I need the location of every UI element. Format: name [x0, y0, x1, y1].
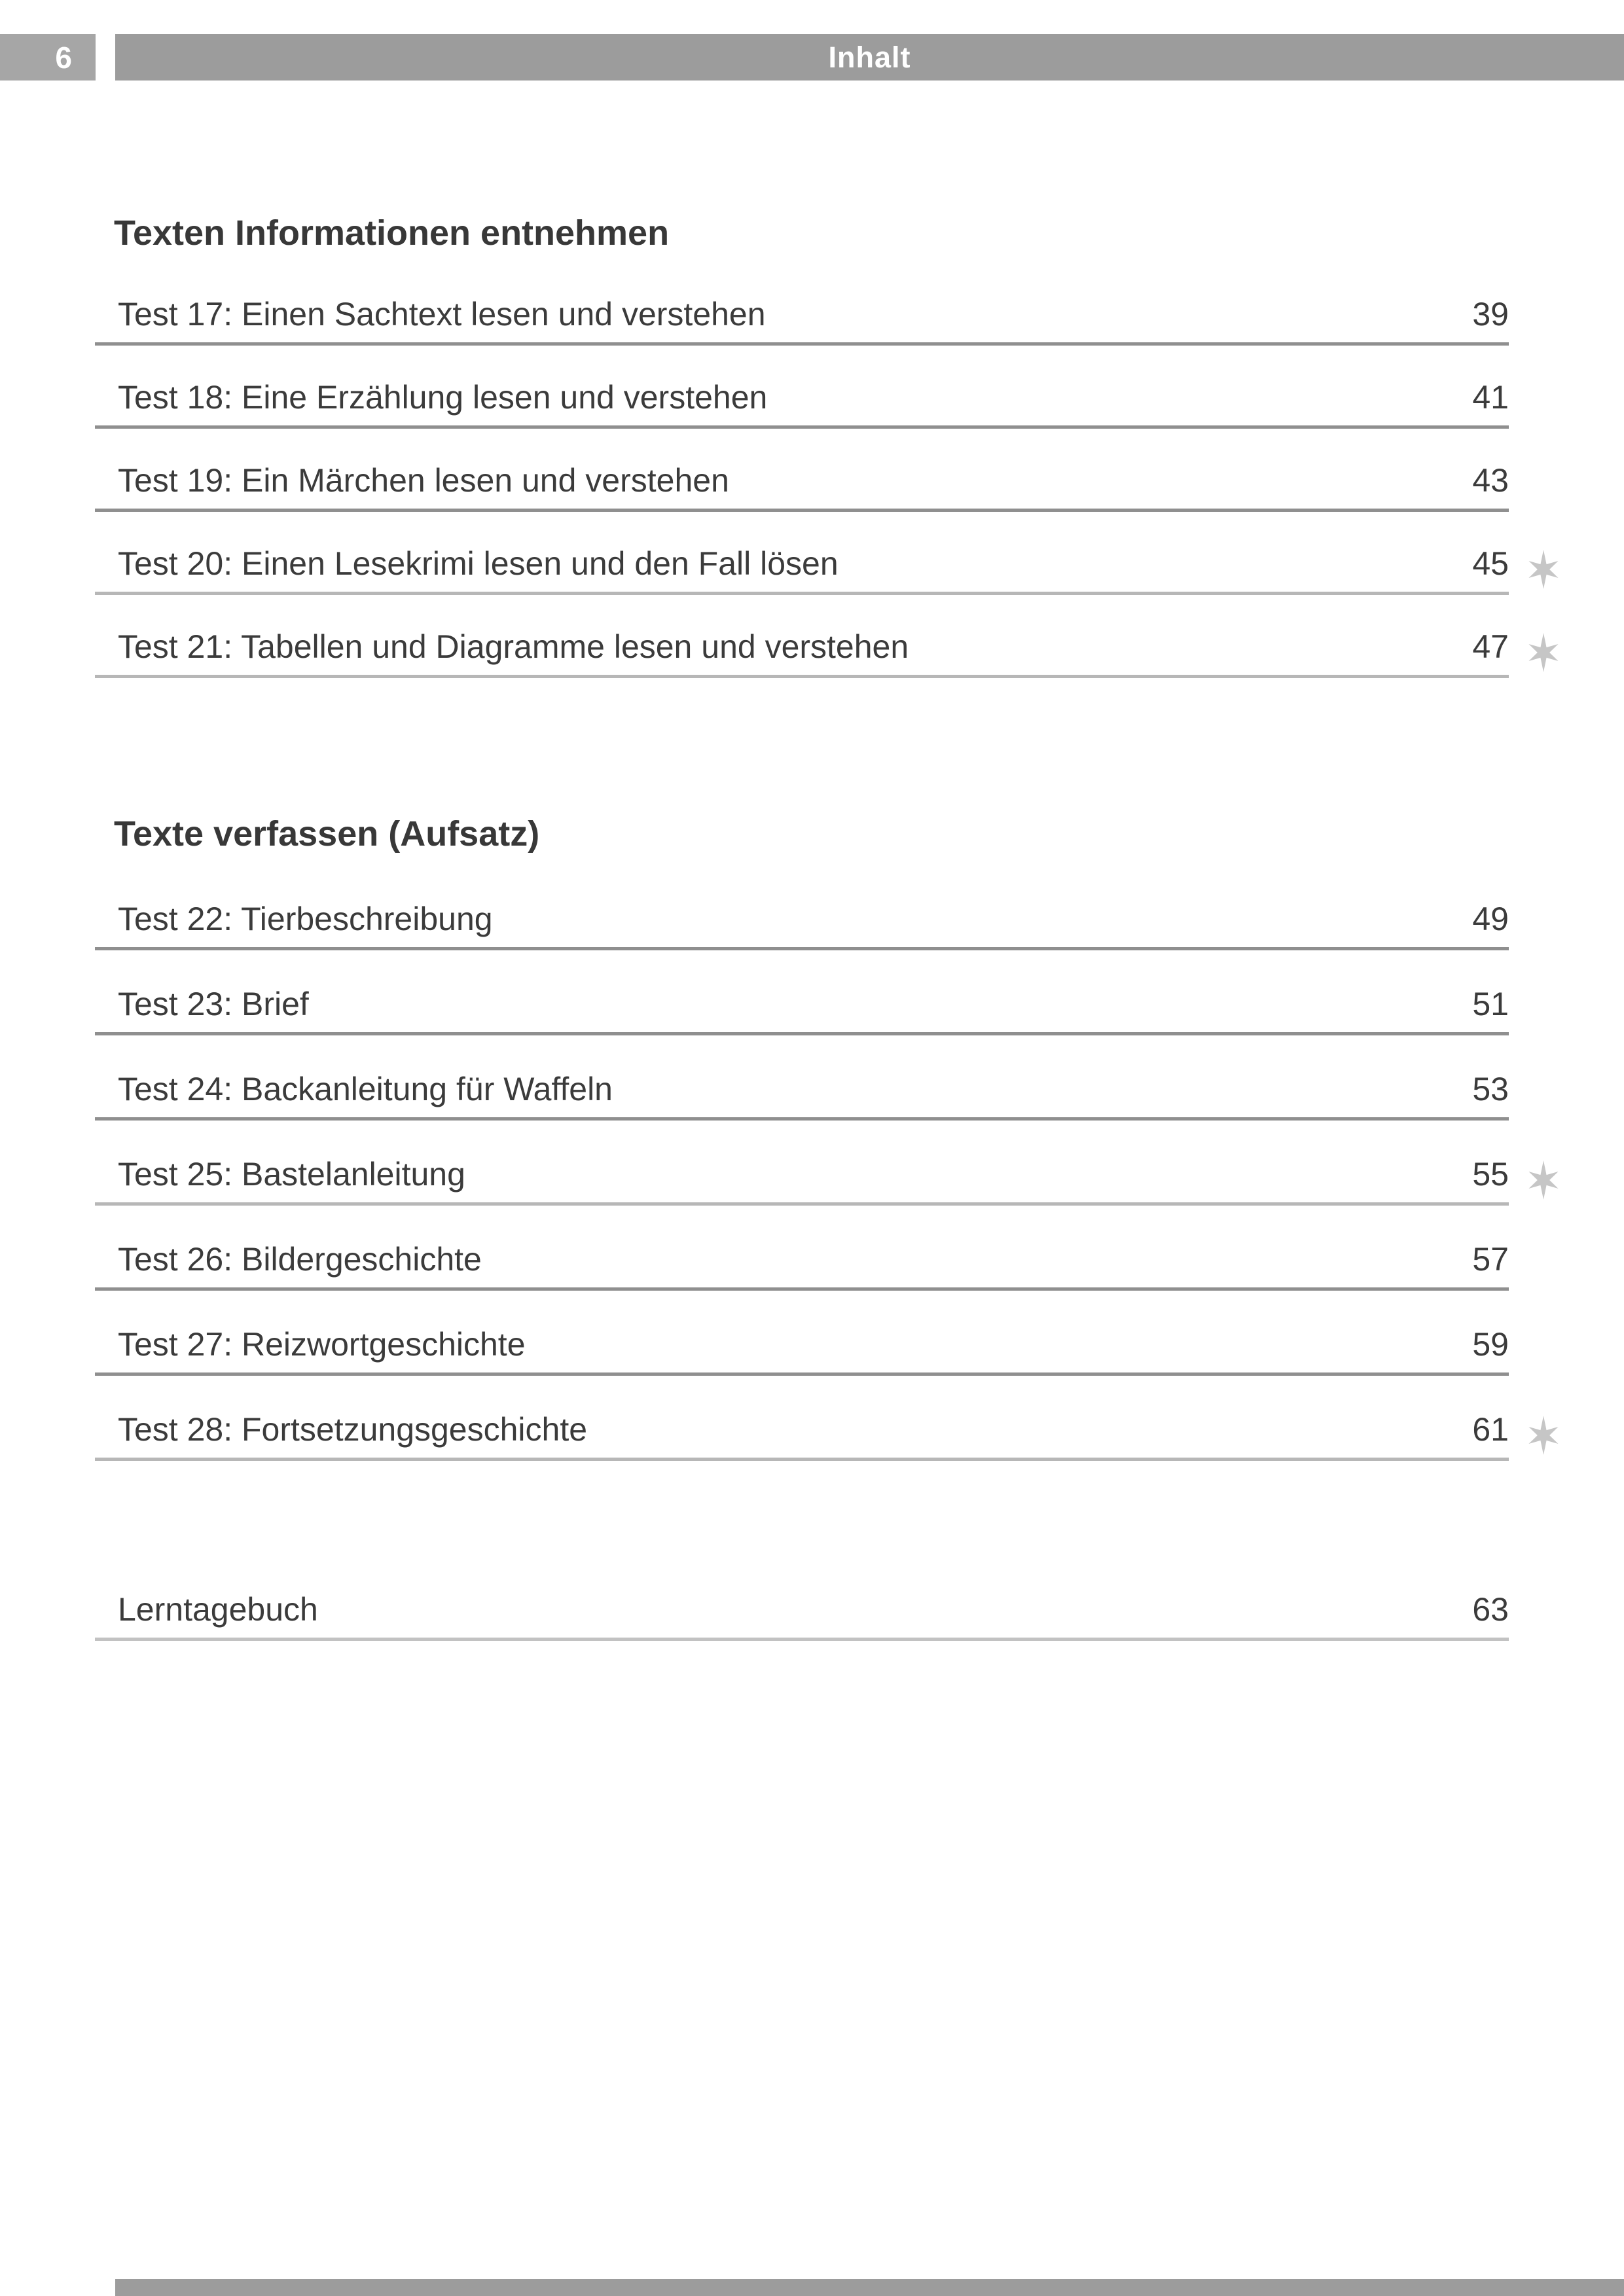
page-number-box	[0, 34, 96, 81]
toc-section-1	[95, 262, 1509, 678]
toc-section-lerntagebuch	[95, 1556, 1509, 1641]
toc-entry-label: Test 22: Tierbeschreibung	[118, 901, 493, 937]
toc-row	[95, 1121, 1509, 1206]
toc-row	[95, 512, 1509, 595]
toc-row	[95, 1291, 1509, 1376]
toc-entry-page: 45	[1472, 545, 1509, 582]
toc-entry-label: Test 26: Bildergeschichte	[118, 1241, 482, 1278]
six-point-star-icon	[1526, 1159, 1561, 1201]
toc-entry-page: 63	[1472, 1591, 1509, 1628]
toc-row	[95, 1376, 1509, 1461]
toc-entry-label: Test 19: Ein Märchen lesen und verstehen	[118, 462, 729, 499]
toc-entry-label: Lerntagebuch	[118, 1591, 318, 1628]
toc-entry-page: 47	[1472, 628, 1509, 665]
toc-entry-label: Test 25: Bastelanleitung	[118, 1156, 465, 1193]
toc-entry-page: 53	[1472, 1071, 1509, 1107]
section-heading: Texte verfassen (Aufsatz)	[114, 814, 540, 853]
toc-entry-page: 55	[1472, 1156, 1509, 1193]
page-number: 6	[55, 40, 72, 75]
toc-section-2	[95, 865, 1509, 1461]
six-point-star-icon	[1526, 632, 1561, 673]
toc-row	[95, 1206, 1509, 1291]
section-heading: Texten Informationen entnehmen	[114, 213, 670, 253]
toc-row	[95, 595, 1509, 678]
header-title: Inhalt	[828, 40, 911, 74]
toc-entry-label: Test 17: Einen Sachtext lesen und verstehen	[118, 296, 766, 332]
header-bar	[115, 34, 1624, 81]
toc-row	[95, 865, 1509, 950]
toc-entry-page: 51	[1472, 986, 1509, 1022]
toc-row	[95, 1556, 1509, 1641]
toc-row	[95, 1035, 1509, 1121]
toc-entry-label: Test 24: Backanleitung für Waffeln	[118, 1071, 613, 1107]
toc-entry-page: 59	[1472, 1326, 1509, 1363]
footer-bar	[115, 2279, 1624, 2296]
toc-row	[95, 950, 1509, 1035]
toc-entry-label: Test 23: Brief	[118, 986, 309, 1022]
six-point-star-icon	[1526, 1414, 1561, 1456]
toc-entry-label: Test 21: Tabellen und Diagramme lesen und verstehen	[118, 628, 909, 665]
toc-entry-label: Test 20: Einen Lesekrimi lesen und den Fall lösen	[118, 545, 839, 582]
toc-row	[95, 346, 1509, 429]
toc-entry-page: 61	[1472, 1411, 1509, 1448]
toc-row	[95, 429, 1509, 512]
toc-entry-label: Test 18: Eine Erzählung lesen und verstehen	[118, 379, 768, 416]
toc-entry-page: 43	[1472, 462, 1509, 499]
six-point-star-icon	[1526, 548, 1561, 590]
toc-entry-page: 49	[1472, 901, 1509, 937]
toc-entry-page: 39	[1472, 296, 1509, 332]
toc-entry-label: Test 28: Fortsetzungsgeschichte	[118, 1411, 588, 1448]
toc-row	[95, 262, 1509, 346]
toc-entry-page: 41	[1472, 379, 1509, 416]
toc-entry-label: Test 27: Reizwortgeschichte	[118, 1326, 526, 1363]
toc-entry-page: 57	[1472, 1241, 1509, 1278]
